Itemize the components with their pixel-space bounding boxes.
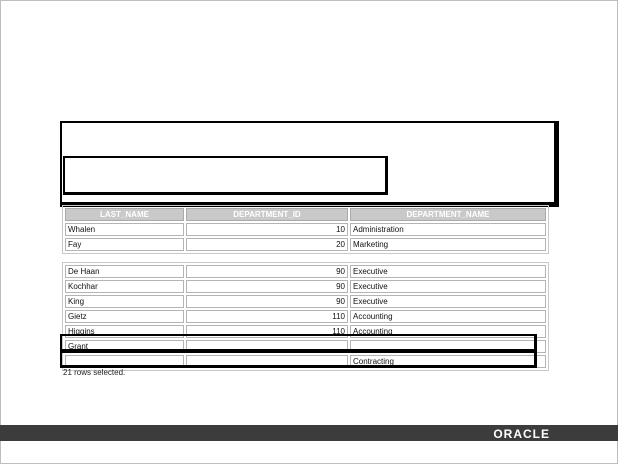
results-table-top (62, 205, 549, 254)
sql-highlight-box (63, 156, 388, 195)
cell-department-id: 20 (186, 238, 348, 251)
table-row (65, 280, 546, 293)
cell-last-name: Whalen (65, 223, 184, 236)
cell-last-name: Higgins (65, 325, 184, 338)
cell-department-id: 90 (186, 265, 348, 278)
cell-last-name: Gietz (65, 310, 184, 323)
cell-department-name: Executive (350, 265, 546, 278)
cell-department-name: Contracting (350, 355, 546, 368)
row-highlight-contracting (60, 349, 537, 368)
column-header-department-id: DEPARTMENT_ID (186, 208, 348, 221)
table-row (65, 310, 546, 323)
footer-bar (0, 425, 618, 441)
cell-last-name: Fay (65, 238, 184, 251)
cell-last-name: De Haan (65, 265, 184, 278)
table-row (65, 238, 546, 251)
cell-department-id: 110 (186, 325, 348, 338)
rows-selected-status: 21 rows selected. (63, 368, 126, 377)
cell-department-id: 90 (186, 295, 348, 308)
cell-last-name: King (65, 295, 184, 308)
cell-last-name: Kochhar (65, 280, 184, 293)
cell-department-id: 90 (186, 280, 348, 293)
cell-department-name: Administration (350, 223, 546, 236)
cell-department-name: Marketing (350, 238, 546, 251)
cell-last-name: Grant (65, 340, 184, 353)
table-row (65, 265, 546, 278)
cell-department-id: 10 (186, 223, 348, 236)
cell-department-id: 110 (186, 310, 348, 323)
table-header-row (65, 208, 546, 221)
oracle-logo: ORACLE (493, 427, 550, 441)
cell-department-name: Executive (350, 280, 546, 293)
column-header-department-name: DEPARTMENT_NAME (350, 208, 546, 221)
column-header-last-name: LAST_NAME (65, 208, 184, 221)
cell-department-name: Accounting (350, 310, 546, 323)
cell-department-name: Executive (350, 295, 546, 308)
table-row (65, 223, 546, 236)
cell-department-name: Accounting (350, 325, 546, 338)
table-row (65, 295, 546, 308)
